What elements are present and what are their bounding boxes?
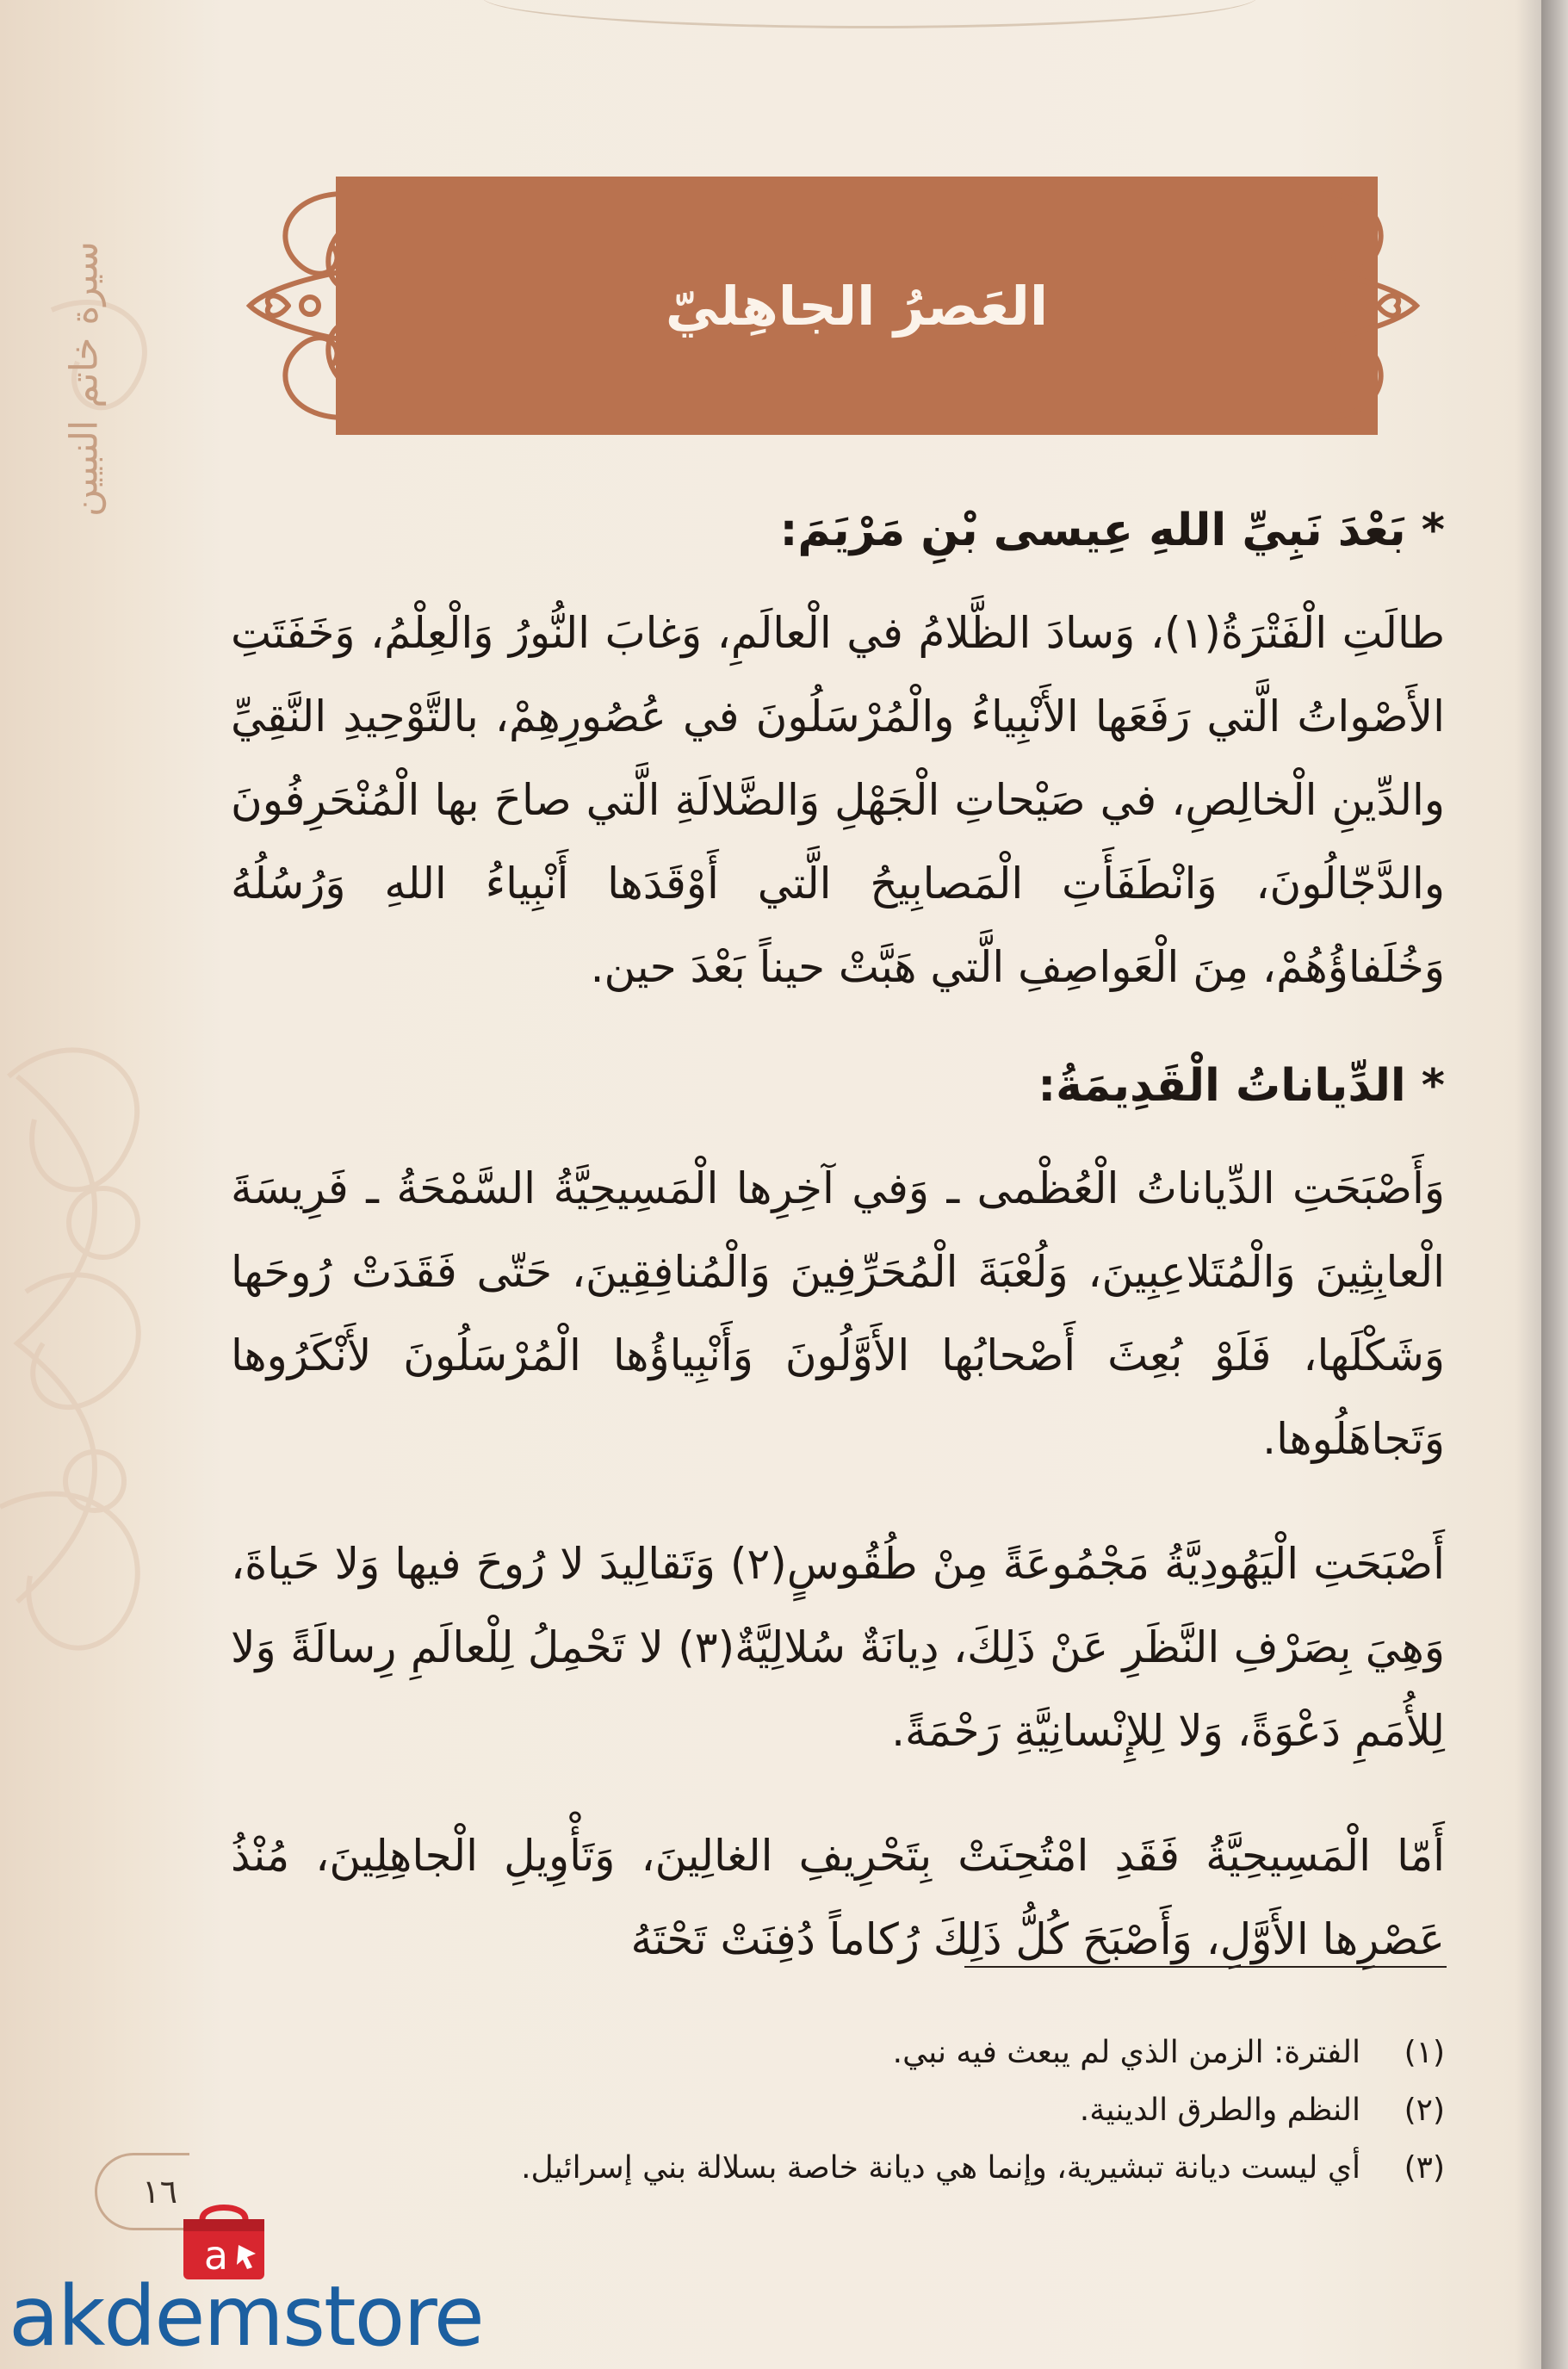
watermark-brand: akdemstore <box>9 2268 483 2365</box>
footnote-separator <box>964 1966 1447 1968</box>
chapter-title: العَصرُ الجاهِليّ <box>665 274 1049 338</box>
body-text <box>231 495 1445 2023</box>
page-edge-shadow <box>1541 0 1568 2369</box>
footnote-text: أي ليست ديانة تبشيرية، وإنما هي ديانة خاصة بسلالة بني إسرائيل. <box>521 2150 1360 2186</box>
footnotes <box>231 2024 1445 2197</box>
footnote-number: (١) <box>1404 2035 1445 2070</box>
paragraph: وَأَصْبَحَتِ الدِّياناتُ الْعُظْمى ـ وَفي آخِرِها الْمَسِيحِيَّةُ السَّمْحَةُ ـ فَرِيسَةَ الْعابِثِينَ وَالْمُتَلاعِبِينَ، وَلُعْبَةَ الْمُحَرِّفِينَ وَالْمُنافِقِينَ، حَتّى فَقَدَتْ رُوحَها وَشَكْلَها، فَلَوْ بُعِثَ أَصْحابُها الأَوَّلُونَ وَأَنْبِياؤُها الْمُرْسَلُونَ لأَنْكَرُوها وَتَجاهَلُوها. <box>231 1163 1445 1464</box>
page-number: ١٦ <box>95 2153 189 2230</box>
footnote <box>231 2139 1445 2197</box>
section-heading: * الدِّياناتُ الْقَدِيمَةُ: <box>1038 1060 1445 1112</box>
paragraph: طالَتِ الْفَتْرَةُ(١)، وَسادَ الظَّلامُ في الْعالَمِ، وَغابَ النُّورُ وَالْعِلْمُ، وَخَفَتَتِ الأَصْواتُ الَّتي رَفَعَها الأَنْبِياءُ والْمُرْسَلُونَ في عُصُورِهِمْ، بالتَّوْحِيدِ النَّقِيِّ والدِّينِ الْخالِصِ، في صَيْحاتِ الْجَهْلِ وَالضَّلالَةِ الَّتي صاحَ بها الْمُنْحَرِفُونَ والدَّجّالُونَ، وَانْطَفَأَتِ الْمَصابِيحُ الَّتي أَوْقَدَها أَنْبِياءُ اللهِ وَرُسُلُهُ وَخُلَفاؤُهُمْ، مِنَ الْعَواصِفِ الَّتي هَبَّتْ حيناً بَعْدَ حين. <box>231 608 1445 992</box>
footnote-number: (٣) <box>1404 2150 1445 2186</box>
footnote-text: النظم والطرق الدينية. <box>1079 2093 1360 2128</box>
paragraph: أَمّا الْمَسِيحِيَّةُ فَقَدِ امْتُحِنَتْ بِتَحْرِيفِ الغالِينَ، وَتَأْوِيلِ الْجاهِلِينَ، مُنْذُ عَصْرِها الأَوَّلِ، وَأَصْبَحَ كُلُّ ذَلِكَ رُكاماً دُفِنَتْ تَحْتَهُ <box>231 1831 1445 1964</box>
paragraph: أَصْبَحَتِ الْيَهُودِيَّةُ مَجْمُوعَةً مِنْ طُقُوسٍ(٢) وَتَقالِيدَ لا رُوحَ فيها وَلا حَياةَ، وَهِيَ بِصَرْفِ النَّظَرِ عَنْ ذَلِكَ، دِيانَةٌ سُلالِيَّةٌ(٣) لا تَحْمِلُ لِلْعالَمِ رِسالَةً وَلا لِلأُمَمِ دَعْوَةً، وَلا لِلإِنْسانِيَّةِ رَحْمَةً. <box>231 1539 1445 1756</box>
footnote <box>231 2081 1445 2139</box>
title-ornament-right <box>1309 177 1429 435</box>
side-running-title: سيرة خاتم النبيين <box>62 241 107 517</box>
footnote-number: (٢) <box>1404 2093 1445 2128</box>
footnote <box>231 2024 1445 2081</box>
section-heading: * بَعْدَ نَبِيِّ اللهِ عِيسى بْنِ مَرْيَمَ: <box>779 505 1445 556</box>
chapter-title-band <box>336 177 1378 435</box>
footnote-text: الفترة: الزمن الذي لم يبعث فيه نبي. <box>892 2035 1360 2070</box>
store-bag-letter: a <box>203 2232 229 2279</box>
top-decorative-curve <box>482 0 1257 28</box>
